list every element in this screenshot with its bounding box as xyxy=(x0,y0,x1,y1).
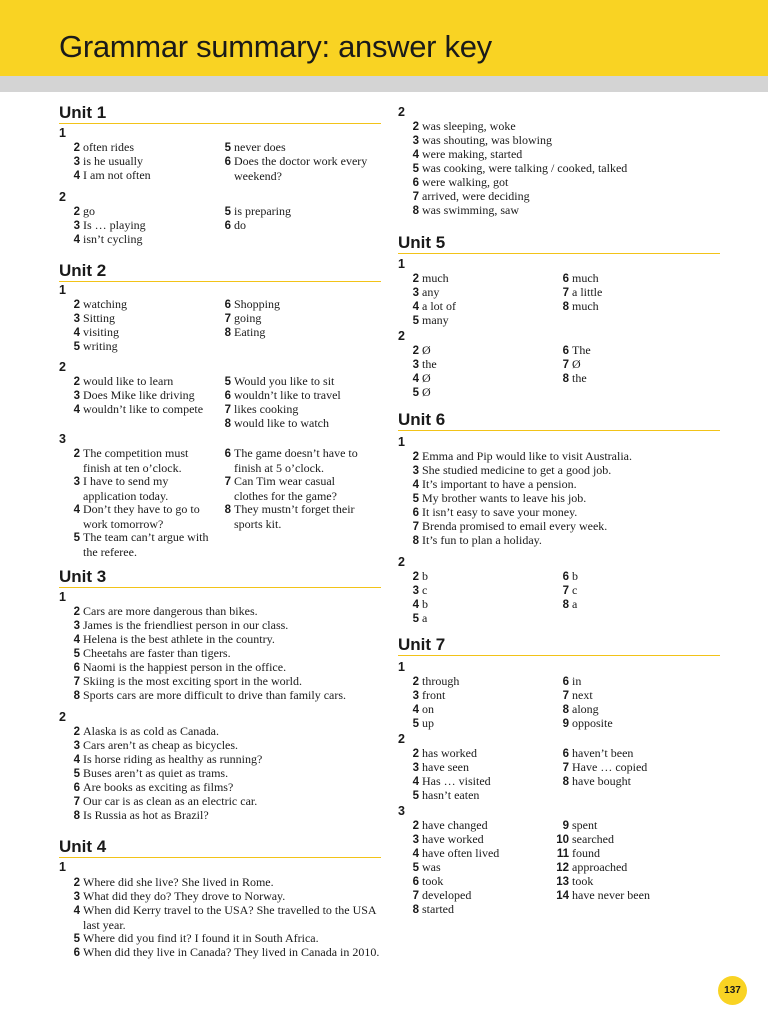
answer-item: 6 in xyxy=(562,674,582,688)
exercise-number: 1 xyxy=(398,257,405,271)
answer-item: 6 Does the doctor work every weekend? xyxy=(224,154,368,183)
unit-title-text: Unit 7 xyxy=(398,635,446,654)
answer-item: 2 would like to learn xyxy=(73,374,174,388)
unit-title-text: Unit 6 xyxy=(398,410,446,429)
answer-item: 2 much xyxy=(412,271,449,285)
unit-title-text: Unit 1 xyxy=(59,103,107,122)
unit-title-text: Unit 5 xyxy=(398,233,446,252)
answer-item: 3 What did they do? They drove to Norway. xyxy=(73,889,286,903)
answer-item: 6 Naomi is the happiest person in the office. xyxy=(73,660,287,674)
unit-title xyxy=(398,232,720,254)
answer-item: 6 do xyxy=(224,218,246,232)
answer-item: 6 were walking, got xyxy=(412,175,509,189)
answer-item: 8 the xyxy=(562,371,587,385)
answer-item: 3 c xyxy=(412,583,428,597)
answer-item: 7 arrived, were deciding xyxy=(412,189,530,203)
exercise-number: 1 xyxy=(398,435,405,449)
answer-item: 3 have seen xyxy=(412,760,469,774)
exercise-number: 1 xyxy=(59,860,66,874)
answer-item: 8 was swimming, saw xyxy=(412,203,519,217)
answer-item: 8 They mustn’t forget their sports kit. xyxy=(224,502,355,531)
answer-item: 8 Sports cars are more difficult to drive than family cars. xyxy=(73,688,347,702)
unit-title xyxy=(59,260,381,282)
answer-item: 5 a xyxy=(412,611,428,625)
exercise-number: 2 xyxy=(59,360,66,374)
answer-item: 3 any xyxy=(412,285,440,299)
answer-item: 5 The team can’t argue with the referee. xyxy=(73,530,209,559)
answer-item: 8 Eating xyxy=(224,325,266,339)
answer-item: 5 many xyxy=(412,313,449,327)
answer-item: 2 have changed xyxy=(412,818,488,832)
answer-item: 4 Ø xyxy=(412,371,431,385)
exercise-number: 1 xyxy=(59,126,66,140)
answer-item: 8 Is Russia as hot as Brazil? xyxy=(73,808,209,822)
answer-item: 8 a xyxy=(562,597,578,611)
answer-item: 4 I am not often xyxy=(73,168,151,182)
answer-item: 4 Helena is the best athlete in the country. xyxy=(73,632,275,646)
unit-title xyxy=(59,566,381,588)
exercise-number: 2 xyxy=(398,732,405,746)
unit-title xyxy=(59,102,381,124)
answer-item: 6 b xyxy=(562,569,578,583)
answer-item: 5 never does xyxy=(224,140,286,154)
answer-item: 4 have often lived xyxy=(412,846,500,860)
answer-item: 4 isn’t cycling xyxy=(73,232,143,246)
answer-item: 7 Have … copied xyxy=(562,760,648,774)
exercise-number: 2 xyxy=(398,105,405,119)
answer-item: 7 Ø xyxy=(562,357,581,371)
answer-item: 2 Cars are more dangerous than bikes. xyxy=(73,604,258,618)
answer-item: 4 visiting xyxy=(73,325,120,339)
answer-item: 13 took xyxy=(556,874,594,888)
answer-item: 3 the xyxy=(412,357,437,371)
answer-item: 6 much xyxy=(562,271,599,285)
answer-item: 5 Where did you find it? I found it in South Africa. xyxy=(73,931,319,945)
answer-item: 3 James is the friendliest person in our class. xyxy=(73,618,289,632)
answer-item: 11 found xyxy=(556,846,600,860)
answer-item: 5 writing xyxy=(73,339,118,353)
answer-item: 5 up xyxy=(412,716,434,730)
answer-item: 4 Is horse riding as healthy as running? xyxy=(73,752,263,766)
answer-item: 3 is he usually xyxy=(73,154,143,168)
answer-item: 6 took xyxy=(412,874,444,888)
answer-item: 3 She studied medicine to get a good job. xyxy=(412,463,612,477)
unit-title-text: Unit 3 xyxy=(59,567,107,586)
answer-item: 2 go xyxy=(73,204,95,218)
answer-item: 5 is preparing xyxy=(224,204,291,218)
answer-item: 8 started xyxy=(412,902,454,916)
answer-item: 7 next xyxy=(562,688,593,702)
header-divider xyxy=(0,76,768,92)
answer-item: 2 often rides xyxy=(73,140,134,154)
answer-item: 2 b xyxy=(412,569,428,583)
answer-item: 4 on xyxy=(412,702,434,716)
answer-item: 7 Our car is as clean as an electric car. xyxy=(73,794,258,808)
answer-item: 2 The competition must finish at ten o’clock. xyxy=(73,446,189,475)
exercise-number: 2 xyxy=(398,329,405,343)
answer-item: 6 Shopping xyxy=(224,297,281,311)
answer-item: 4 When did Kerry travel to the USA? She travelled to the USA last year. xyxy=(73,903,376,932)
answer-item: 3 was shouting, was blowing xyxy=(412,133,552,147)
answer-item: 4 b xyxy=(412,597,428,611)
answer-item: 5 was cooking, were talking / cooked, talked xyxy=(412,161,628,175)
answer-item: 9 spent xyxy=(562,818,598,832)
unit-title-text: Unit 4 xyxy=(59,837,107,856)
answer-item: 4 were making, started xyxy=(412,147,523,161)
exercise-number: 2 xyxy=(398,555,405,569)
answer-item: 14 have never been xyxy=(556,888,650,902)
answer-item: 2 Where did she live? She lived in Rome. xyxy=(73,875,274,889)
exercise-number: 1 xyxy=(398,660,405,674)
exercise-number: 2 xyxy=(59,710,66,724)
answer-item: 3 front xyxy=(412,688,446,702)
answer-item: 5 Cheetahs are faster than tigers. xyxy=(73,646,231,660)
unit-title xyxy=(398,409,720,431)
answer-item: 6 haven’t been xyxy=(562,746,634,760)
answer-item: 8 have bought xyxy=(562,774,631,788)
answer-item: 6 wouldn’t like to travel xyxy=(224,388,341,402)
unit-title xyxy=(59,836,381,858)
answer-item: 2 through xyxy=(412,674,460,688)
answer-item: 6 It isn’t easy to save your money. xyxy=(412,505,578,519)
answer-item: 4 Has … visited xyxy=(412,774,491,788)
page-title: Grammar summary: answer key xyxy=(59,29,492,64)
header-band xyxy=(0,0,768,76)
exercise-number: 3 xyxy=(59,432,66,446)
answer-item: 8 would like to watch xyxy=(224,416,329,430)
answer-item: 7 a little xyxy=(562,285,603,299)
answer-item: 5 Buses aren’t as quiet as trams. xyxy=(73,766,229,780)
answer-item: 9 opposite xyxy=(562,716,613,730)
answer-item: 6 Are books as exciting as films? xyxy=(73,780,234,794)
answer-item: 3 Sitting xyxy=(73,311,116,325)
exercise-number: 3 xyxy=(398,804,405,818)
answer-item: 5 Ø xyxy=(412,385,431,399)
answer-item: 10 searched xyxy=(556,832,614,846)
answer-item: 7 c xyxy=(562,583,578,597)
answer-item: 8 It’s fun to plan a holiday. xyxy=(412,533,542,547)
page-number-badge: 137 xyxy=(718,976,747,1005)
answer-item: 4 a lot of xyxy=(412,299,456,313)
answer-item: 2 was sleeping, woke xyxy=(412,119,516,133)
answer-item: 8 much xyxy=(562,299,599,313)
answer-item: 7 going xyxy=(224,311,262,325)
answer-item: 7 Brenda promised to email every week. xyxy=(412,519,608,533)
answer-item: 5 My brother wants to leave his job. xyxy=(412,491,587,505)
exercise-number: 1 xyxy=(59,590,66,604)
answer-item: 5 hasn’t eaten xyxy=(412,788,480,802)
answer-item: 2 watching xyxy=(73,297,127,311)
answer-item: 2 has worked xyxy=(412,746,477,760)
exercise-number: 1 xyxy=(59,283,66,297)
answer-item: 7 Skiing is the most exciting sport in the world. xyxy=(73,674,302,688)
answer-item: 3 have worked xyxy=(412,832,484,846)
exercise-number: 2 xyxy=(59,190,66,204)
answer-item: 6 When did they live in Canada? They lived in Canada in 2010. xyxy=(73,945,380,959)
answer-item: 5 Would you like to sit xyxy=(224,374,335,388)
unit-title-text: Unit 2 xyxy=(59,261,107,280)
answer-item: 5 was xyxy=(412,860,441,874)
answer-item: 3 Cars aren’t as cheap as bicycles. xyxy=(73,738,239,752)
answer-item: 2 Emma and Pip would like to visit Australia. xyxy=(412,449,632,463)
unit-title xyxy=(398,634,720,656)
answer-item: 2 Ø xyxy=(412,343,431,357)
answer-item: 4 wouldn’t like to compete xyxy=(73,402,204,416)
answer-item: 2 Alaska is as cold as Canada. xyxy=(73,724,219,738)
answer-item: 3 I have to send my application today. xyxy=(73,474,169,503)
answer-item: 7 likes cooking xyxy=(224,402,299,416)
answer-item: 8 along xyxy=(562,702,599,716)
answer-item: 12 approached xyxy=(556,860,628,874)
answer-item: 6 The game doesn’t have to finish at 5 o’clock. xyxy=(224,446,358,475)
answer-item: 6 The xyxy=(562,343,591,357)
answer-item: 4 It’s important to have a pension. xyxy=(412,477,577,491)
answer-item: 3 Does Mike like driving xyxy=(73,388,195,402)
answer-item: 7 developed xyxy=(412,888,472,902)
answer-item: 7 Can Tim wear casual clothes for the game? xyxy=(224,474,337,503)
answer-item: 3 Is … playing xyxy=(73,218,146,232)
answer-item: 4 Don’t they have to go to work tomorrow? xyxy=(73,502,200,531)
